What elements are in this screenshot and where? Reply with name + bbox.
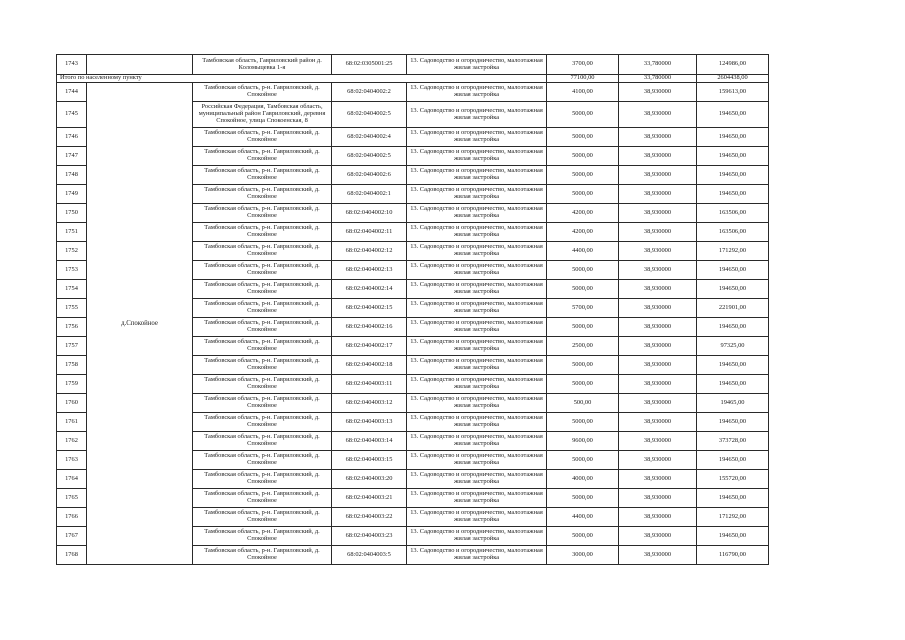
specific-value-cell: 38,930000 <box>619 527 697 546</box>
specific-value-cell: 38,930000 <box>619 261 697 280</box>
cadastral-number-cell: 68:02:0404002:12 <box>332 242 407 261</box>
land-use-cell: 13. Садоводство и огородничество, малоэтажная жилая застройка <box>407 508 547 527</box>
area-cell: 4000,00 <box>547 470 619 489</box>
land-use-cell: 13. Садоводство и огородничество, малоэтажная жилая застройка <box>407 280 547 299</box>
address-cell: Тамбовская область, р-н. Гавриловский, д. Спокойное <box>193 280 332 299</box>
row-number-cell: 1747 <box>57 147 87 166</box>
cadastral-number-cell: 68:02:0404002:4 <box>332 128 407 147</box>
row-number-cell: 1748 <box>57 166 87 185</box>
land-use-cell: 13. Садоводство и огородничество, малоэтажная жилая застройка <box>407 413 547 432</box>
area-cell: 4200,00 <box>547 223 619 242</box>
address-cell: Тамбовская область, р-н. Гавриловский, д. Спокойное <box>193 83 332 102</box>
area-cell: 5000,00 <box>547 102 619 128</box>
land-use-cell: 13. Садоводство и огородничество, малоэтажная жилая застройка <box>407 299 547 318</box>
cadastral-value-cell: 97325,00 <box>697 337 769 356</box>
cadastral-value-cell: 194650,00 <box>697 102 769 128</box>
address-cell: Тамбовская область, р-н. Гавриловский, д. Спокойное <box>193 261 332 280</box>
address-cell: Тамбовская область, р-н. Гавриловский, д. Спокойное <box>193 147 332 166</box>
cadastral-number-cell: 68:02:0404003:5 <box>332 546 407 565</box>
cadastral-number-cell: 68:02:0404002:16 <box>332 318 407 337</box>
area-cell: 5000,00 <box>547 451 619 470</box>
specific-value-cell: 38,930000 <box>619 242 697 261</box>
cadastral-value-cell: 194650,00 <box>697 147 769 166</box>
address-cell: Тамбовская область, Гавриловский район д. Коломыцевка 1-я <box>193 55 332 75</box>
cadastral-number-cell: 68:02:0404003:12 <box>332 394 407 413</box>
row-number-cell: 1760 <box>57 394 87 413</box>
row-number-cell: 1768 <box>57 546 87 565</box>
cadastral-number-cell: 68:02:0404002:11 <box>332 223 407 242</box>
specific-value-cell: 33,780000 <box>619 55 697 75</box>
area-cell: 4400,00 <box>547 242 619 261</box>
cadastral-value-cell: 194650,00 <box>697 128 769 147</box>
total-rate-cell: 33,780000 <box>619 75 697 83</box>
cadastral-value-cell: 373728,00 <box>697 432 769 451</box>
cadastral-number-cell: 68:02:0404002:17 <box>332 337 407 356</box>
cadastral-number-cell: 68:02:0404002:14 <box>332 280 407 299</box>
row-number-cell: 1746 <box>57 128 87 147</box>
specific-value-cell: 38,930000 <box>619 356 697 375</box>
cadastral-value-cell: 194650,00 <box>697 166 769 185</box>
cadastral-number-cell: 68:02:0404003:20 <box>332 470 407 489</box>
area-cell: 5000,00 <box>547 318 619 337</box>
land-use-cell: 13. Садоводство и огородничество, малоэтажная жилая застройка <box>407 204 547 223</box>
area-cell: 5000,00 <box>547 185 619 204</box>
row-number-cell: 1745 <box>57 102 87 128</box>
cadastral-value-cell: 194650,00 <box>697 318 769 337</box>
specific-value-cell: 38,930000 <box>619 337 697 356</box>
specific-value-cell: 38,930000 <box>619 451 697 470</box>
land-use-cell: 13. Садоводство и огородничество, малоэтажная жилая застройка <box>407 470 547 489</box>
address-cell: Тамбовская область, р-н. Гавриловский, д. Спокойное <box>193 299 332 318</box>
land-use-cell: 13. Садоводство и огородничество, малоэтажная жилая застройка <box>407 147 547 166</box>
cadastral-number-cell: 68:02:0404002:13 <box>332 261 407 280</box>
cadastral-number-cell: 68:02:0404003:14 <box>332 432 407 451</box>
total-cost-cell: 2604438,00 <box>697 75 769 83</box>
specific-value-cell: 38,930000 <box>619 102 697 128</box>
cadastral-value-cell: 194650,00 <box>697 375 769 394</box>
row-number-cell: 1757 <box>57 337 87 356</box>
total-row <box>57 75 769 83</box>
address-cell: Тамбовская область, р-н. Гавриловский, д. Спокойное <box>193 128 332 147</box>
land-use-cell: 13. Садоводство и огородничество, малоэтажная жилая застройка <box>407 451 547 470</box>
area-cell: 5000,00 <box>547 413 619 432</box>
area-cell: 5000,00 <box>547 375 619 394</box>
land-use-cell: 13. Садоводство и огородничество, малоэтажная жилая застройка <box>407 185 547 204</box>
cadastral-value-cell: 163506,00 <box>697 204 769 223</box>
land-use-cell: 13. Садоводство и огородничество, малоэтажная жилая застройка <box>407 432 547 451</box>
cadastral-value-table <box>56 54 769 565</box>
cadastral-value-cell: 194650,00 <box>697 489 769 508</box>
address-cell: Тамбовская область, р-н. Гавриловский, д. Спокойное <box>193 546 332 565</box>
address-cell: Тамбовская область, р-н. Гавриловский, д. Спокойное <box>193 489 332 508</box>
cadastral-value-cell: 194650,00 <box>697 527 769 546</box>
land-use-cell: 13. Садоводство и огородничество, малоэтажная жилая застройка <box>407 546 547 565</box>
land-use-cell: 13. Садоводство и огородничество, малоэтажная жилая застройка <box>407 83 547 102</box>
address-cell: Тамбовская область, р-н. Гавриловский, д. Спокойное <box>193 432 332 451</box>
area-cell: 5000,00 <box>547 527 619 546</box>
area-cell: 4400,00 <box>547 508 619 527</box>
address-cell: Тамбовская область, р-н. Гавриловский, д. Спокойное <box>193 204 332 223</box>
cadastral-number-cell: 68:02:0404003:13 <box>332 413 407 432</box>
cadastral-value-cell: 194650,00 <box>697 280 769 299</box>
area-cell: 5000,00 <box>547 356 619 375</box>
cadastral-number-cell: 68:02:0404003:21 <box>332 489 407 508</box>
area-cell: 9600,00 <box>547 432 619 451</box>
cadastral-value-cell: 124986,00 <box>697 55 769 75</box>
cadastral-value-cell: 159613,00 <box>697 83 769 102</box>
specific-value-cell: 38,930000 <box>619 223 697 242</box>
address-cell: Тамбовская область, р-н. Гавриловский, д. Спокойное <box>193 413 332 432</box>
specific-value-cell: 38,930000 <box>619 204 697 223</box>
cadastral-number-cell: 68:02:0404002:18 <box>332 356 407 375</box>
cadastral-value-cell: 194650,00 <box>697 185 769 204</box>
land-use-cell: 13. Садоводство и огородничество, малоэтажная жилая застройка <box>407 375 547 394</box>
land-use-cell: 13. Садоводство и огородничество, малоэтажная жилая застройка <box>407 527 547 546</box>
cadastral-value-cell: 171292,00 <box>697 242 769 261</box>
area-cell: 4100,00 <box>547 83 619 102</box>
cadastral-value-cell: 171292,00 <box>697 508 769 527</box>
address-cell: Тамбовская область, р-н. Гавриловский, д. Спокойное <box>193 185 332 204</box>
cadastral-value-cell: 19465,00 <box>697 394 769 413</box>
row-number-cell: 1750 <box>57 204 87 223</box>
land-use-cell: 13. Садоводство и огородничество, малоэтажная жилая застройка <box>407 394 547 413</box>
land-use-cell: 13. Садоводство и огородничество, малоэтажная жилая застройка <box>407 356 547 375</box>
row-number-cell: 1749 <box>57 185 87 204</box>
specific-value-cell: 38,930000 <box>619 128 697 147</box>
row-number-cell: 1751 <box>57 223 87 242</box>
area-cell: 2500,00 <box>547 337 619 356</box>
table-row <box>57 83 769 102</box>
area-cell: 5000,00 <box>547 147 619 166</box>
row-number-cell: 1744 <box>57 83 87 102</box>
row-number-cell: 1763 <box>57 451 87 470</box>
specific-value-cell: 38,930000 <box>619 318 697 337</box>
area-cell: 5700,00 <box>547 299 619 318</box>
cadastral-value-cell: 155720,00 <box>697 470 769 489</box>
locality-cell: д.Спокойное <box>87 83 193 565</box>
cadastral-number-cell: 68:02:0404003:15 <box>332 451 407 470</box>
row-number-cell: 1759 <box>57 375 87 394</box>
cadastral-number-cell: 68:02:0305001:25 <box>332 55 407 75</box>
address-cell: Тамбовская область, р-н. Гавриловский, д. Спокойное <box>193 394 332 413</box>
row-number-cell: 1765 <box>57 489 87 508</box>
cadastral-value-cell: 194650,00 <box>697 261 769 280</box>
specific-value-cell: 38,930000 <box>619 413 697 432</box>
land-use-cell: 13. Садоводство и огородничество, малоэтажная жилая застройка <box>407 242 547 261</box>
cadastral-number-cell: 68:02:0404002:2 <box>332 83 407 102</box>
address-cell: Российская Федерация, Тамбовская область, муниципальный район Гавриловский, деревня Спокойное, улица Спокоенская, 8 <box>193 102 332 128</box>
address-cell: Тамбовская область, р-н. Гавриловский, д. Спокойное <box>193 527 332 546</box>
area-cell: 4200,00 <box>547 204 619 223</box>
cadastral-number-cell: 68:02:0404003:22 <box>332 508 407 527</box>
land-use-cell: 13. Садоводство и огородничество, малоэтажная жилая застройка <box>407 223 547 242</box>
address-cell: Тамбовская область, р-н. Гавриловский, д. Спокойное <box>193 451 332 470</box>
specific-value-cell: 38,930000 <box>619 394 697 413</box>
area-cell: 3000,00 <box>547 546 619 565</box>
row-number-cell: 1762 <box>57 432 87 451</box>
area-cell: 3700,00 <box>547 55 619 75</box>
cadastral-value-cell: 163506,00 <box>697 223 769 242</box>
land-use-cell: 13. Садоводство и огородничество, малоэтажная жилая застройка <box>407 489 547 508</box>
row-number-cell: 1764 <box>57 470 87 489</box>
area-cell: 5000,00 <box>547 489 619 508</box>
specific-value-cell: 38,930000 <box>619 375 697 394</box>
cadastral-value-cell: 221901,00 <box>697 299 769 318</box>
area-cell: 5000,00 <box>547 128 619 147</box>
specific-value-cell: 38,930000 <box>619 508 697 527</box>
row-number-cell: 1752 <box>57 242 87 261</box>
address-cell: Тамбовская область, р-н. Гавриловский, д. Спокойное <box>193 337 332 356</box>
address-cell: Тамбовская область, р-н. Гавриловский, д. Спокойное <box>193 508 332 527</box>
specific-value-cell: 38,930000 <box>619 432 697 451</box>
land-use-cell: 13. Садоводство и огородничество, малоэтажная жилая застройка <box>407 128 547 147</box>
address-cell: Тамбовская область, р-н. Гавриловский, д. Спокойное <box>193 242 332 261</box>
specific-value-cell: 38,930000 <box>619 83 697 102</box>
cadastral-number-cell: 68:02:0404003:11 <box>332 375 407 394</box>
cadastral-value-cell: 194650,00 <box>697 356 769 375</box>
row-number-cell: 1743 <box>57 55 87 75</box>
address-cell: Тамбовская область, р-н. Гавриловский, д. Спокойное <box>193 223 332 242</box>
specific-value-cell: 38,930000 <box>619 185 697 204</box>
table-row <box>57 55 769 75</box>
cadastral-value-cell: 194650,00 <box>697 451 769 470</box>
cadastral-value-cell: 116790,00 <box>697 546 769 565</box>
row-number-cell: 1767 <box>57 527 87 546</box>
row-number-cell: 1753 <box>57 261 87 280</box>
row-number-cell: 1758 <box>57 356 87 375</box>
row-number-cell: 1754 <box>57 280 87 299</box>
area-cell: 5000,00 <box>547 280 619 299</box>
address-cell: Тамбовская область, р-н. Гавриловский, д. Спокойное <box>193 318 332 337</box>
specific-value-cell: 38,930000 <box>619 166 697 185</box>
row-number-cell: 1756 <box>57 318 87 337</box>
cadastral-number-cell: 68:02:0404002:5 <box>332 102 407 128</box>
address-cell: Тамбовская область, р-н. Гавриловский, д. Спокойное <box>193 375 332 394</box>
address-cell: Тамбовская область, р-н. Гавриловский, д. Спокойное <box>193 470 332 489</box>
row-number-cell: 1766 <box>57 508 87 527</box>
land-use-cell: 13. Садоводство и огородничество, малоэтажная жилая застройка <box>407 318 547 337</box>
address-cell: Тамбовская область, р-н. Гавриловский, д. Спокойное <box>193 166 332 185</box>
land-use-cell: 13. Садоводство и огородничество, малоэтажная жилая застройка <box>407 55 547 75</box>
cadastral-number-cell: 68:02:0404002:10 <box>332 204 407 223</box>
specific-value-cell: 38,930000 <box>619 147 697 166</box>
locality-cell <box>87 55 193 75</box>
land-use-cell: 13. Садоводство и огородничество, малоэтажная жилая застройка <box>407 166 547 185</box>
area-cell: 5000,00 <box>547 261 619 280</box>
area-cell: 500,00 <box>547 394 619 413</box>
specific-value-cell: 38,930000 <box>619 299 697 318</box>
cadastral-number-cell: 68:02:0404002:6 <box>332 166 407 185</box>
total-label-cell: Итого по населенному пункту <box>57 75 547 83</box>
cadastral-value-cell: 194650,00 <box>697 413 769 432</box>
cadastral-number-cell: 68:02:0404002:15 <box>332 299 407 318</box>
area-cell: 5000,00 <box>547 166 619 185</box>
cadastral-number-cell: 68:02:0404002:5 <box>332 147 407 166</box>
cadastral-number-cell: 68:02:0404002:1 <box>332 185 407 204</box>
total-area-cell: 77100,00 <box>547 75 619 83</box>
specific-value-cell: 38,930000 <box>619 280 697 299</box>
land-use-cell: 13. Садоводство и огородничество, малоэтажная жилая застройка <box>407 337 547 356</box>
land-use-cell: 13. Садоводство и огородничество, малоэтажная жилая застройка <box>407 261 547 280</box>
cadastral-number-cell: 68:02:0404003:23 <box>332 527 407 546</box>
row-number-cell: 1755 <box>57 299 87 318</box>
address-cell: Тамбовская область, р-н. Гавриловский, д. Спокойное <box>193 356 332 375</box>
specific-value-cell: 38,930000 <box>619 470 697 489</box>
specific-value-cell: 38,930000 <box>619 489 697 508</box>
land-use-cell: 13. Садоводство и огородничество, малоэтажная жилая застройка <box>407 102 547 128</box>
row-number-cell: 1761 <box>57 413 87 432</box>
specific-value-cell: 38,930000 <box>619 546 697 565</box>
